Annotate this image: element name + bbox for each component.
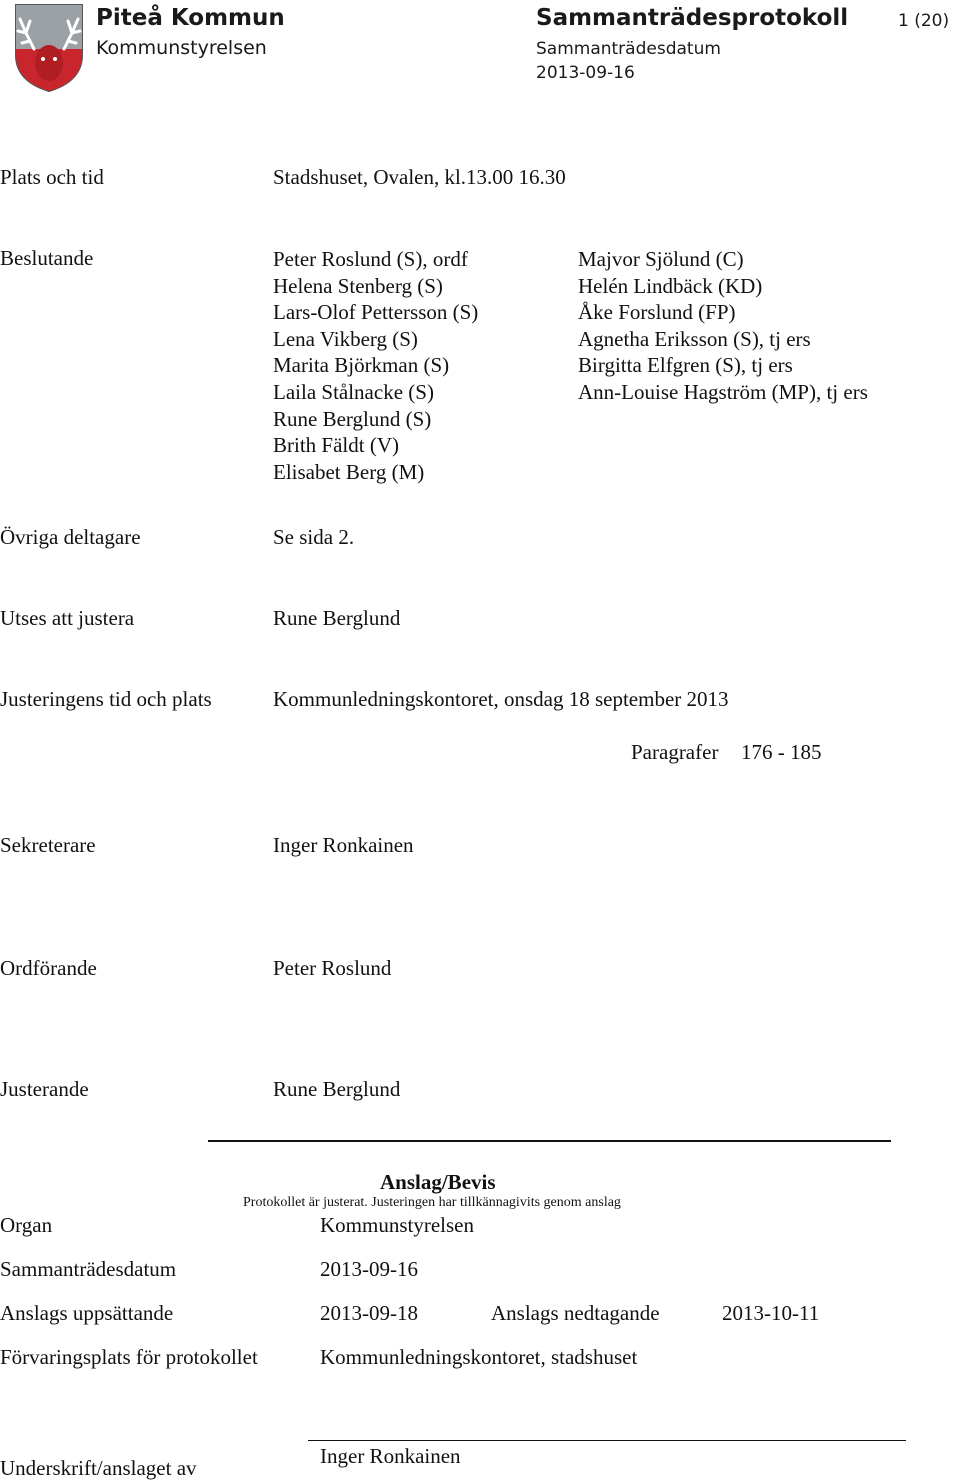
signature-line xyxy=(308,1440,906,1441)
forvaring-value: Kommunledningskontoret, stadshuset xyxy=(320,1345,638,1369)
member-name: Peter Roslund (S), ordf xyxy=(273,247,468,271)
page-number: 1 (20) xyxy=(898,11,950,31)
plats-value: Stadshuset, Ovalen, kl.13.00 16.30 xyxy=(273,165,566,189)
member-name: Rune Berglund (S) xyxy=(273,406,432,431)
organ-label: Organ xyxy=(0,1213,53,1237)
anslag-subtitle: Protokollet är justerat. Justeringen har tillkännagivits genom anslag xyxy=(243,1195,621,1210)
ordforande-label: Ordförande xyxy=(0,956,97,980)
paragrafer-value: 176 - 185 xyxy=(741,740,822,764)
nedtagande-label: Anslags nedtagande xyxy=(491,1301,660,1325)
anslag-top-divider xyxy=(208,1140,891,1142)
reindeer-coat-of-arms-icon xyxy=(12,3,86,93)
member-name: Birgitta Elfgren (S), tj ers xyxy=(578,353,793,378)
beslutande-right-list xyxy=(578,246,868,406)
member-name: Helén Lindbäck (KD) xyxy=(578,273,763,298)
ovriga-value: Se sida 2. xyxy=(273,525,355,549)
organ-value: Kommunstyrelsen xyxy=(320,1213,474,1237)
meeting-date-label: Sammanträdesdatum xyxy=(536,39,721,59)
justerande-value: Rune Berglund xyxy=(273,1077,401,1101)
utses-label: Utses att justera xyxy=(0,606,135,630)
meeting-date-value: 2013-09-16 xyxy=(536,63,635,83)
uppsattande-label: Anslags uppsättande xyxy=(0,1301,174,1325)
sekreterare-value: Inger Ronkainen xyxy=(273,833,414,857)
anslag-datum-value: 2013-09-16 xyxy=(320,1257,418,1281)
justeringens-label: Justeringens tid och plats xyxy=(0,687,212,711)
beslutande-label: Beslutande xyxy=(0,246,94,270)
justerande-label: Justerande xyxy=(0,1077,89,1101)
anslag-title: Anslag/Bevis xyxy=(380,1170,496,1194)
forvaring-label: Förvaringsplats för protokollet xyxy=(0,1345,258,1369)
underskrift-value: Inger Ronkainen xyxy=(320,1444,461,1468)
member-name: Marita Björkman (S) xyxy=(273,353,450,378)
anslag-datum-label: Sammanträdesdatum xyxy=(0,1257,177,1281)
member-name: Laila Stålnacke (S) xyxy=(273,379,434,404)
sekreterare-label: Sekreterare xyxy=(0,833,96,857)
member-name: Elisabet Berg (M) xyxy=(273,459,425,484)
ordforande-value: Peter Roslund xyxy=(273,956,392,980)
uppsattande-value: 2013-09-18 xyxy=(320,1301,418,1325)
nedtagande-value: 2013-10-11 xyxy=(722,1301,820,1325)
member-name: Majvor Sjölund (C) xyxy=(578,247,744,271)
member-name: Brith Fäldt (V) xyxy=(273,433,399,458)
underskrift-label: Underskrift/anslaget av xyxy=(0,1456,197,1480)
member-name: Åke Forslund (FP) xyxy=(578,300,736,325)
member-name: Lars-Olof Pettersson (S) xyxy=(273,300,479,325)
paragrafer-label: Paragrafer xyxy=(631,740,719,764)
org-unit: Kommunstyrelsen xyxy=(96,37,267,59)
org-name: Piteå Kommun xyxy=(96,5,285,31)
ovriga-label: Övriga deltagare xyxy=(0,525,141,549)
justeringens-value: Kommunledningskontoret, onsdag 18 september 2013 xyxy=(273,687,729,711)
utses-value: Rune Berglund xyxy=(273,606,401,630)
plats-label: Plats och tid xyxy=(0,165,104,189)
member-name: Helena Stenberg (S) xyxy=(273,273,443,298)
member-name: Lena Vikberg (S) xyxy=(273,326,418,351)
beslutande-left-list xyxy=(273,246,478,485)
document-title: Sammanträdesprotokoll xyxy=(536,5,849,31)
member-name: Agnetha Eriksson (S), tj ers xyxy=(578,326,811,351)
member-name: Ann-Louise Hagström (MP), tj ers xyxy=(578,379,868,404)
